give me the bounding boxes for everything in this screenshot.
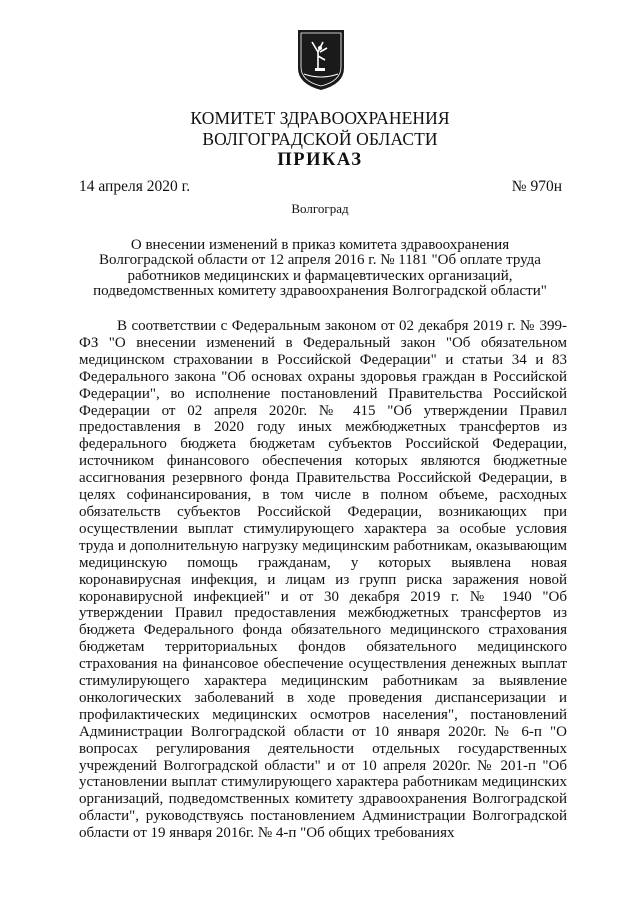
body-paragraph: В соответствии с Федеральным законом от 02 декабря 2019 г. № 399-ФЗ "О внесении изменений в Федеральный закон "Об обязательном медицинском страховании в Российской Федерации" и статьи 34 и 83 Федерального закона "Об основах охраны здоровья граждан в Российской Федерации", во исполнение постановлений Правительства Российской Федерации от 02 апреля 2020г. № 415 "Об утверждении Правил предоставления в 2020 году иных межбюджетных трансфертов из федерального бюджета бюджетам субъектов Российской Федерации, источником финансового обеспечения которых являются бюджетные ассигнования резервного фонда Правительства Российской Федерации, в целях софинансирования, в том числе в полном объеме, расходных обязательств субъектов Российской Федерации, возникающих при осуществлении выплат стимулирующего характера за особые условия труда и дополнительную нагрузку медицинским работникам, оказывающим медицинскую помощь гражданам, у которых выявлена новая коронавирусная инфекция, и лицам из групп риска заражения новой коронавирусной инфекцией" и от 30 декабря 2019 г. № 1940 "Об утверждении Правил предоставления межбюджетных трансфертов из бюджета Федерального фонда обязательного медицинского страхования бюджетам территориальных фондов обязательного медицинского страхования на финансовое обеспечение осуществления денежных выплат стимулирующего характера медицинским работникам за выявление онкологических заболеваний в ходе проведения диспансеризации и профилактических медицинских осмотров населения", постановлений Администрации Волгоградской области от 10 января 2020г. № 6-п "О вопросах регулирования деятельности отдельных государственных учреждений Волгоградской области" и от 10 апреля 2020г. № 201-п "Об установлении выплат стимулирующего характера работникам медицинских организаций, подведомственных комитету здравоохранения Волгоградской области", руководствуясь постановлением Администрации Волгоградской области от 19 января 2016г. № 4-п "Об общих требованиях [79, 318, 567, 842]
order-body [79, 318, 567, 842]
document-type: ПРИКАЗ [277, 150, 363, 170]
order-number: № 970н [511, 178, 562, 195]
order-date: 14 апреля 2020 г. [79, 178, 191, 195]
volgograd-coat-of-arms-icon [296, 28, 346, 92]
subject-line-3: работников медицинских и фармацевтических организаций, [127, 267, 513, 284]
subject-line-1: О внесении изменений в приказ комитета здравоохранения [130, 237, 510, 253]
org-line-1: КОМИТЕТ ЗДРАВООХРАНЕНИЯ [190, 108, 450, 128]
subject-line-4: подведомственных комитету здравоохранения Волгоградской области" [93, 282, 547, 299]
order-subject [0, 238, 640, 299]
organization-name [0, 108, 640, 150]
city: Волгоград [291, 201, 349, 216]
subject-line-2: Волгоградской области от 12 апреля 2016 г. № 1181 "Об оплате труда [99, 252, 541, 269]
org-line-2: ВОЛГОГРАДСКОЙ ОБЛАСТИ [202, 129, 438, 149]
